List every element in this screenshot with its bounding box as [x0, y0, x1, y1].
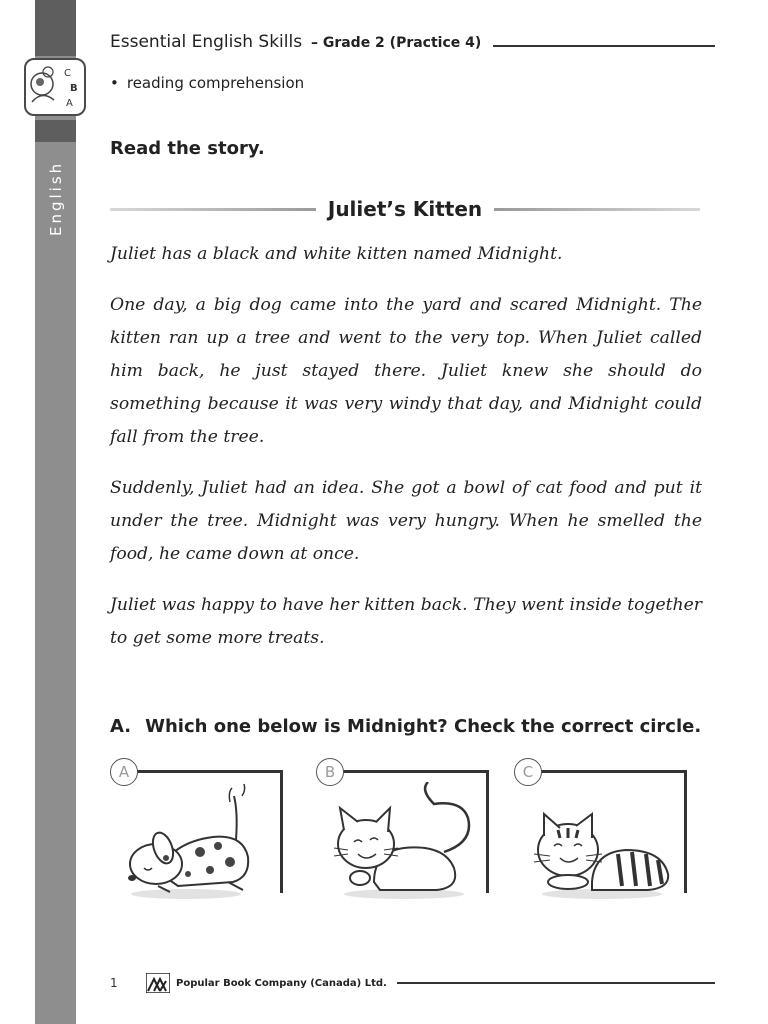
white-cat-icon — [324, 782, 474, 902]
option-a — [110, 758, 282, 918]
abc-logo — [24, 58, 86, 116]
page-header — [110, 32, 715, 56]
sidebar-cap — [35, 0, 76, 56]
book-title: Essential English Skills — [110, 32, 303, 52]
option-b-checkbox[interactable]: B — [316, 758, 344, 786]
page-footer — [110, 972, 715, 994]
story-paragraph: Juliet was happy to have her kitten back. They went inside together to get some more treats. — [110, 595, 702, 648]
option-b — [316, 758, 488, 918]
logo-letter-a: A — [66, 98, 73, 109]
page-number: 1 — [110, 976, 118, 990]
skill-text: reading comprehension — [126, 74, 305, 92]
story-paragraph: Juliet has a black and white kitten named Midnight. — [110, 244, 563, 264]
sidebar-cap-lower — [35, 120, 76, 142]
logo-letter-c: C — [64, 68, 71, 79]
header-rule — [493, 45, 715, 47]
option-c — [514, 758, 686, 918]
spotted-dog-icon — [118, 782, 268, 902]
publisher-logo-icon — [146, 973, 170, 993]
title-rule-left — [110, 208, 316, 211]
story-title: Juliet’s Kitten — [327, 197, 483, 221]
question-text: Which one below is Midnight? Check the correct circle. — [145, 716, 702, 737]
publisher-name: Popular Book Company (Canada) Ltd. — [176, 977, 387, 989]
option-a-checkbox[interactable]: A — [110, 758, 138, 786]
question-letter: A. — [110, 716, 132, 737]
grade-practice-label: – Grade 2 (Practice 4) — [306, 35, 482, 51]
striped-cat-icon — [522, 782, 672, 902]
sidebar-subject-label: English — [47, 160, 65, 236]
instruction-heading: Read the story. — [110, 138, 265, 159]
option-c-checkbox[interactable]: C — [514, 758, 542, 786]
footer-rule — [397, 982, 715, 984]
story-paragraph: One day, a big dog came into the yard and scared Midnight. The kitten ran up a tree and went to the very top. When Juliet called him back, he just stayed there. Juliet knew she should do something because it was very windy that day, and Midnight could fall from the tree. — [110, 295, 702, 447]
title-rule-right — [494, 208, 700, 211]
question-a — [110, 716, 701, 737]
logo-letter-b: B — [70, 83, 78, 94]
story-paragraph: Suddenly, Juliet had an idea. She got a bowl of cat food and put it under the tree. Midnight was very hungry. When he smelled the food, he came down at once. — [110, 478, 702, 564]
story-title-row — [110, 195, 700, 223]
skill-bullet — [110, 74, 304, 92]
abc-logo-icon — [26, 60, 84, 114]
bullet-dot-icon: • — [110, 74, 119, 92]
story-body — [110, 238, 702, 673]
